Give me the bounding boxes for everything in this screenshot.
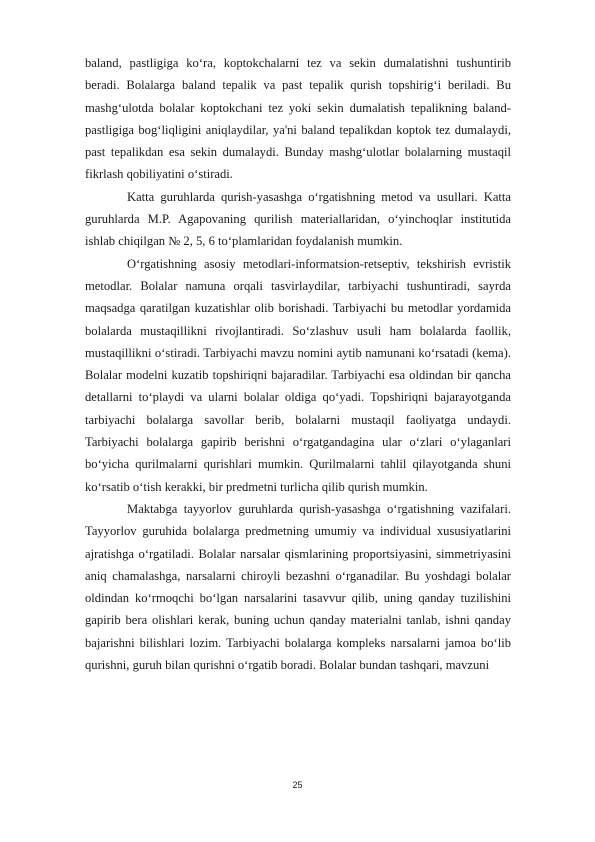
paragraph-continuation: baland, pastligiga ko‘ra, koptokchalarni tez va sekin dumalatishni tushuntirib beradi. Bolalarga baland tepalik va past tepalik qurish topshirig‘i beriladi. Bu mashg‘ulotda bolalar koptokchani tez yoki sekin dumalatish tepalikning baland-pastligiga bog‘liqligini aniqlaydilar, ya'ni baland tepalikdan koptok tez dumalaydi, past tepalikdan esa sekin dumalaydi. Bunday mashg‘ulotlar bolalarning mustaqil fikrlash qobiliyatini o‘stiradi. (85, 56, 511, 182)
body-text (85, 52, 511, 676)
paragraph-senior-groups: Katta guruhlarda qurish-yasashga o‘rgatishning metod va usullari. Katta guruhlarda M.P. Agapovaning qurilish materiallaridan, o‘yinchoqlar institutida ishlab chiqilgan № 2, 5, 6 to‘plamlaridan foydalanish mumkin. (85, 189, 511, 249)
page-number: 25 (292, 780, 303, 790)
paragraph-teaching-methods: O‘rgatishning asosiy metodlari-informatsion-retseptiv, tekshirish evristik metodlar. Bolalar namuna orqali tasvirlaydilar, tarbiyachi tushuntiradi, sayrda maqsadga qaratilgan kuzatishlar olib borishadi. Tarbiyachi bu metodlar yordamida bolalarda mustaqillikni rivojlantiradi. So‘zlashuv usuli ham bolalarda faollik, mustaqillikni o‘stiradi. Tarbiyachi mavzu nomini aytib namunani ko‘rsatadi (kema). Bolalar modelni kuzatib topshiriqni bajaradilar. Tarbiyachi esa oldindan bir qancha detallarni to‘playdi va ularni bolalar oldiga qo‘yadi. Topshiriqni bajarayotganda tarbiyachi bolalarga savollar berib, bolalarni mustaqil faoliyatga undaydi. Tarbiyachi bolalarga gapirib berishni o‘rgatgandagina ular o‘zlari o‘ylaganlari bo‘yicha qurilmalarni qurishlari mumkin. Qurilmalarni tahlil qilayotganda shuni ko‘rsatib o‘tish kerakki, bir predmetni turlicha qilib qurish mumkin. (85, 256, 511, 494)
paragraph-preparatory-groups: Maktabga tayyorlov guruhlarda qurish-yasashga o‘rgatishning vazifalari. Tayyorlov guruhida bolalarga predmetning umumiy va individual xususiyatlarini ajratishga o‘rgatiladi. Bolalar narsalar qismlarining proportsiyasini, simmetriyasini aniq chamalashga, narsalarni chiroyli bezashni o‘rganadilar. Bu yoshdagi bolalar oldindan ko‘rmoqchi bo‘lgan narsalarini tasavvur qilib, uning qanday tuzilishini gapirib bera olishlari kerak, buning uchun qanday materialni tanlab, ishni qanday bajarishni bilishlari lozim. Tarbiyachi bolalarga kompleks narsalarni jamoa bo‘lib qurishni, guruh bilan qurishni o‘rgatib boradi. Bolalar bundan tashqari, mavzuni (85, 501, 511, 673)
